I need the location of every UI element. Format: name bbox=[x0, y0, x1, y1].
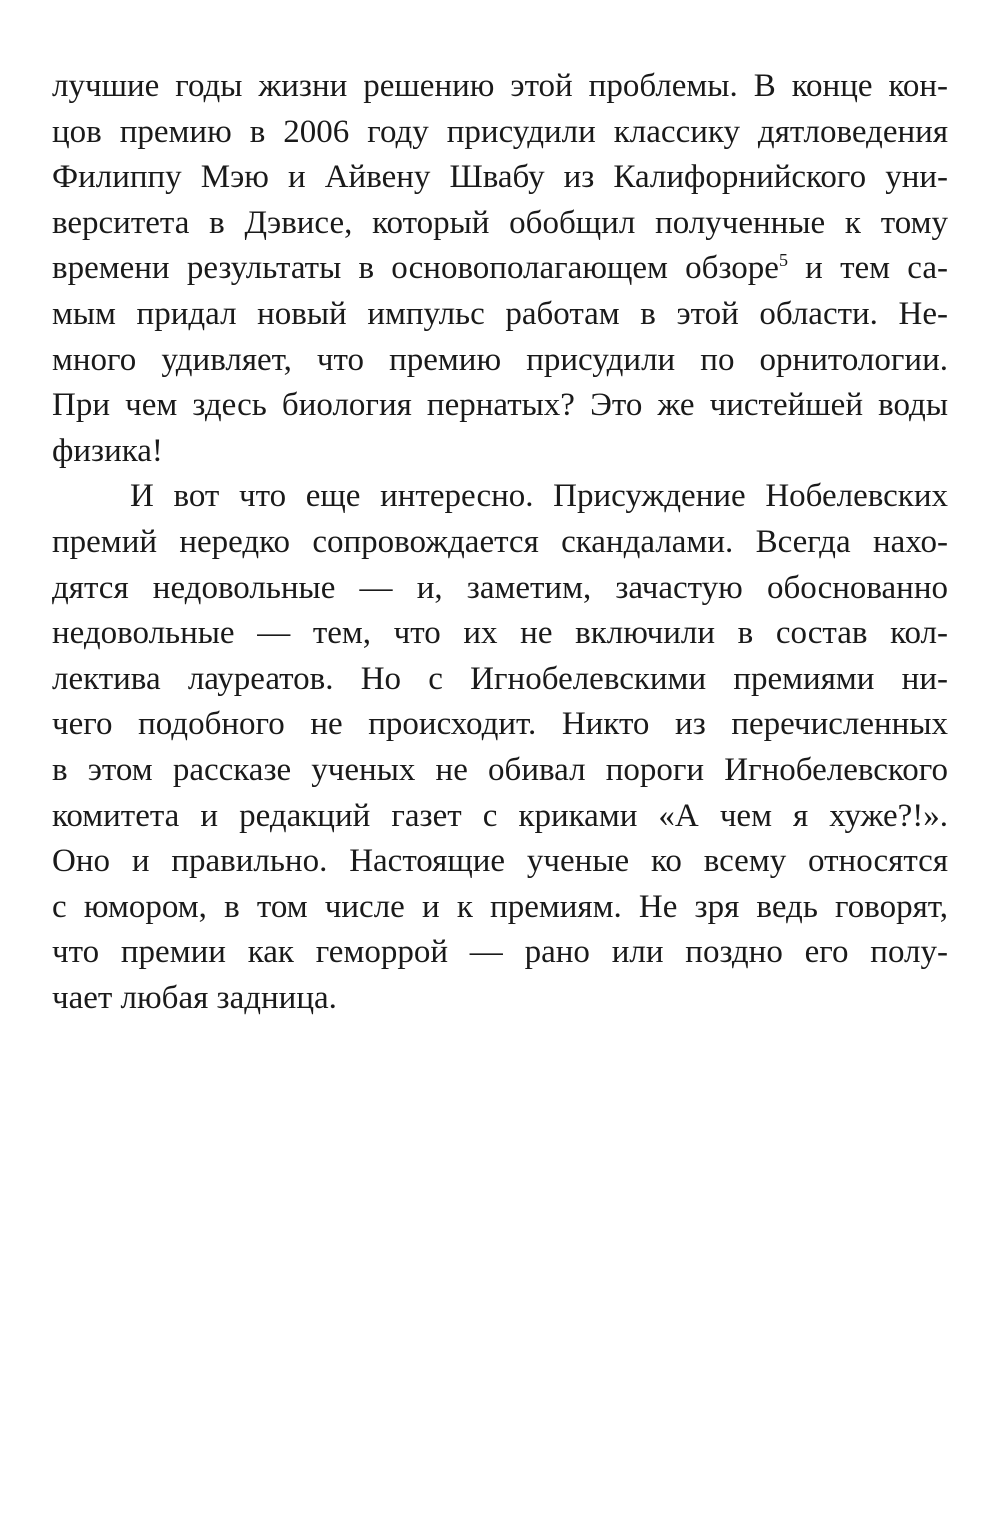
text-line: И вот что еще интересно. Присуждение Нобелевских bbox=[130, 478, 948, 515]
text-line: с юмором, в том числе и к премиям. Не зря ведь говорят, bbox=[52, 888, 948, 925]
text-line-with-footnote bbox=[52, 246, 948, 292]
footnote-reference[interactable]: 5 bbox=[778, 250, 788, 271]
text-line: лектива лауреатов. Но с Игнобелевскими премиями ни- bbox=[52, 660, 948, 697]
text-line: дятся недовольные — и, заметим, зачастую обоснованно bbox=[52, 569, 948, 606]
text-line: физика! bbox=[52, 432, 163, 469]
text-line: чего подобного не происходит. Никто из перечисленных bbox=[52, 706, 948, 743]
text-line: комитета и редакций газет с криками «А чем я хуже?!». bbox=[52, 797, 948, 834]
text-line: лучшие годы жизни решению этой проблемы. В конце кон- bbox=[52, 68, 948, 104]
text-line: При чем здесь биология пернатых? Это же чистейшей воды bbox=[52, 387, 948, 424]
text-line: Филиппу Мэю и Айвену Швабу из Калифорнийского уни- bbox=[52, 159, 948, 196]
text-line: цов премию в 2006 году присудили классику дятловедения bbox=[52, 113, 948, 150]
text-line: верситета в Дэвисе, который обобщил полученные к тому bbox=[52, 204, 948, 241]
text-line: в этом рассказе ученых не обивал пороги Игнобелевского bbox=[52, 751, 948, 788]
text-line: премий нередко сопровождается скандалами. Всегда нахо- bbox=[52, 523, 948, 560]
text-line: недовольные — тем, что их не включили в состав кол- bbox=[52, 615, 948, 652]
text-line: мым придал новый импульс работам в этой области. Не- bbox=[52, 295, 948, 332]
text-line: что премии как геморрой — рано или поздно его полу- bbox=[52, 934, 948, 971]
text-line: много удивляет, что премию присудили по орнитологии. bbox=[52, 341, 948, 378]
text-segment: времени результаты в основополагающем обзоре bbox=[52, 250, 779, 287]
text-segment: и тем са- bbox=[787, 250, 948, 287]
paragraph-1 bbox=[52, 64, 948, 474]
text-line: Оно и правильно. Настоящие ученые ко всему относятся bbox=[52, 843, 948, 880]
body-text bbox=[52, 64, 948, 1021]
text-line: чает любая задница. bbox=[52, 979, 337, 1016]
paragraph-2 bbox=[52, 474, 948, 1021]
